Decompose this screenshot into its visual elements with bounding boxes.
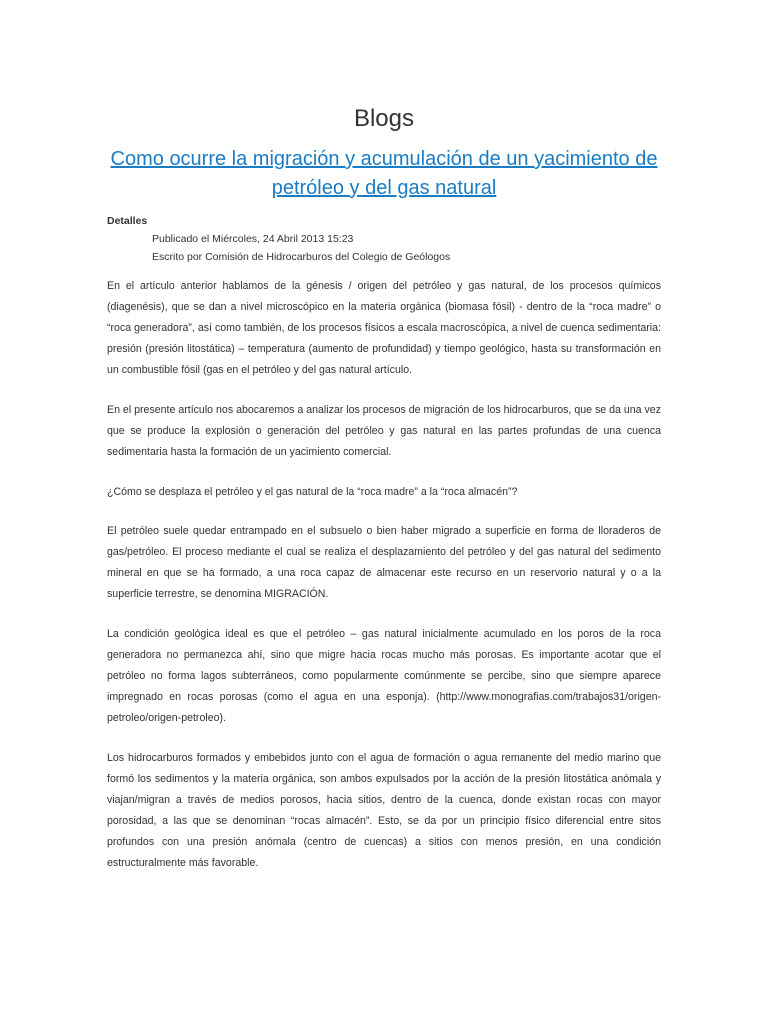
- paragraph-4: El petróleo suele quedar entrampado en el subsuelo o bien haber migrado a superficie en forma de lloraderos de gas/petróleo. El proceso mediante el cual se realiza el desplazamiento del petróleo y del gas natural del sedimento mineral en que se ha formado, a una roca capaz de almacenar este recurso en un reservorio natural y o a la superficie terrestre, se denomina MIGRACIÓN.: [107, 525, 661, 600]
- paragraph-5: La condición geológica ideal es que el petróleo – gas natural inicialmente acumulado en los poros de la roca generadora no permanezca ahí, sino que migre hacia rocas mucho más porosas. Es importante acotar que el petróleo no forma lagos subterráneos, como popularmente comúnmente se percibe, sino que siempre aparece impregnado en rocas porosas (como el agua en una esponja). (http://www.monografias.com/trabajos31/origen-petroleo/origen-petroleo).: [107, 628, 661, 724]
- published-date: Publicado el Miércoles, 24 Abril 2013 15:23: [152, 233, 354, 245]
- paragraph-6: Los hidrocarburos formados y embebidos junto con el agua de formación o agua remanente del medio marino que formó los sedimentos y la materia orgánica, son ambos expulsados por la acción de la presión litostática anómala y viajan/migran a través de medios porosos, hacia sitios, dentro de la cuenca, donde existan rocas con mayor porosidad, a las que se denominan “rocas almacén”. Esto, se da por un principio físico diferencial entre sitos profundos con una presión anómala (centro de cuencas) a sitios con menos presión, en una condición estructuralmente más favorable.: [107, 752, 661, 869]
- section-title: Blogs: [353, 105, 415, 132]
- article-title: [101, 145, 667, 203]
- article-details: [107, 213, 661, 265]
- paragraph-1: En el artículo anterior hablamos de la génesis / origen del petróleo y gas natural, de los procesos químicos (diagenésis), que se dan a nivel microscópico en la materia orgánica (biomasa fósil) - dentro de la “roca madre” o “roca generadora”, así como también, de los procesos físicos a escala macroscópica, a nivel de cuenca sedimentaria: presión (presión litostática) – temperatura (aumento de profundidad) y tiempo geológico, hasta su transformación en un combustible fósil (gas en el petróleo y del gas natural artículo.: [107, 280, 661, 376]
- details-label: Detalles: [107, 215, 148, 227]
- article-body: [107, 276, 661, 893]
- paragraph-3: ¿Cómo se desplaza el petróleo y el gas natural de la “roca madre” a la “roca almacén”?: [107, 486, 518, 498]
- article-title-link[interactable]: Como ocurre la migración y acumulación de un yacimiento de petróleo y del gas natural: [110, 148, 658, 199]
- author-line: Escrito por Comisión de Hidrocarburos del Colegio de Geólogos: [152, 251, 451, 263]
- paragraph-2: En el presente artículo nos abocaremos a analizar los procesos de migración de los hidrocarburos, que se da una vez que se produce la explosión o generación del petróleo y gas natural en las partes profundas de una cuenca sedimentaria hasta la formación de un yacimiento comercial.: [107, 404, 661, 458]
